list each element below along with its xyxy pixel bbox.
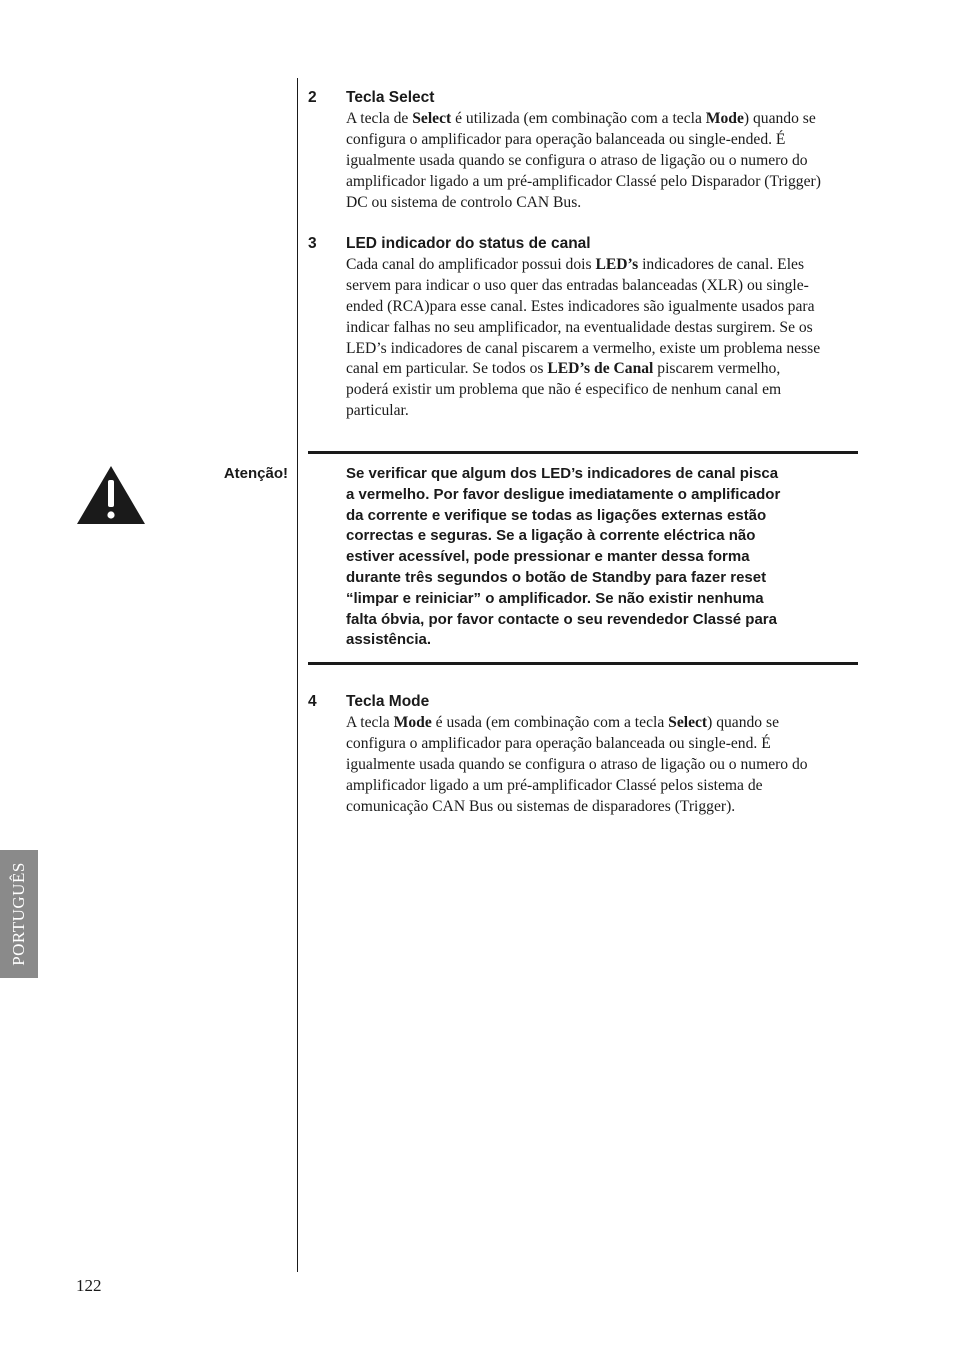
text-line: configura o amplificador para operação balanceada ou single-end. É	[346, 734, 771, 752]
text-line: falta óbvia, por favor contacte o seu revendedor Classé para	[346, 610, 777, 628]
section-number: 4	[308, 693, 317, 710]
text-line: indicar falhas no seu amplificador, na eventualidade destas surgirem. Se os	[346, 318, 813, 336]
text-line: ended (RCA)para esse canal. Estes indicadores são igualmente usados para	[346, 297, 815, 315]
text-line: assistência.	[346, 631, 432, 649]
text-line: igualmente usada quando se configura o atraso de ligação ou o numero do	[346, 755, 808, 773]
text-line: servem para indicar o uso quer das entradas balanceadas (XLR) ou single-	[346, 276, 809, 294]
section-title: Tecla Select	[346, 89, 435, 106]
section-mode-key	[308, 692, 860, 817]
text-line: durante três segundos o botão de Standby para fazer reset	[346, 568, 767, 586]
section-body	[346, 109, 860, 214]
text-line: particular.	[346, 402, 409, 420]
text-line: poderá existir um problema que não é especifico de nenhum canal em	[346, 381, 782, 399]
section-number: 2	[308, 89, 317, 106]
warning-text	[346, 464, 866, 651]
margin-rule	[297, 78, 298, 1272]
warning-bottom-rule	[308, 662, 858, 665]
section-number: 3	[308, 235, 317, 252]
text-line: Cada canal do amplificador possui dois LED’s indicadores de canal. Eles	[346, 255, 805, 273]
text-line: amplificador ligado a um pré-amplificador Classé pelo Disparador (Trigger)	[346, 172, 821, 190]
text-line: LED’s indicadores de canal piscarem a vermelho, existe um problema nesse	[346, 339, 821, 357]
text-line: comunicação CAN Bus ou sistemas de disparadores (Trigger).	[346, 797, 736, 815]
text-line: amplificador ligado a um pré-amplificador Classé pelos sistema de	[346, 776, 763, 794]
text-line: A tecla Mode é usada (em combinação com a tecla Select) quando se	[346, 713, 779, 731]
warning-label: Atenção!	[223, 465, 288, 482]
section-channel-led	[308, 234, 860, 422]
warning-triangle-icon	[76, 464, 146, 526]
warning-top-rule	[308, 451, 858, 454]
language-tab	[0, 850, 38, 978]
section-body	[346, 713, 860, 818]
text-line: estiver acessível, pode pressionar e manter dessa forma	[346, 548, 750, 566]
text-line: correctas e seguras. Se a ligação à corrente eléctrica não	[346, 527, 756, 545]
text-line: Se verificar que algum dos LED’s indicadores de canal pisca	[346, 465, 779, 482]
text-line: A tecla de Select é utilizada (em combinação com a tecla Mode) quando se	[346, 109, 816, 127]
text-line: configura o amplificador para operação balanceada ou single-ended. É	[346, 130, 786, 148]
page-number: 122	[76, 1276, 102, 1295]
text-line: DC ou sistema de controlo CAN Bus.	[346, 193, 582, 211]
section-body	[346, 255, 860, 422]
language-tab-label: PORTUGUÊS	[9, 862, 28, 966]
text-line: canal em particular. Se todos os LED’s de Canal piscarem vermelho,	[346, 360, 781, 378]
section-title: LED indicador do status de canal	[346, 235, 591, 252]
text-line: da corrente e verifique se todas as ligações externas estão	[346, 506, 767, 524]
section-title: Tecla Mode	[346, 693, 430, 710]
text-line: “limpar e reiniciar” o amplificador. Se não existir nenhuma	[346, 589, 764, 607]
section-select-key	[308, 88, 860, 213]
text-line: a vermelho. Por favor desligue imediatamente o amplificador	[346, 485, 781, 503]
text-line: igualmente usada quando se configura o atraso de ligação ou o numero do	[346, 151, 808, 169]
